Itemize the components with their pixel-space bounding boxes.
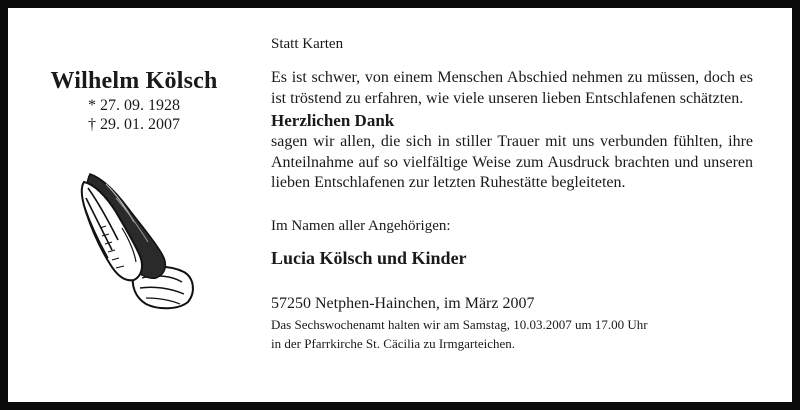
thanks-paragraph: sagen wir allen, die sich in stiller Trauer mit uns verbunden fühlten, ihre Anteilnahme auf so vielfältige Weise zum Ausdruck brachten und unseren lieben Entschlafenen zur letzten Ruhestätte begleiteten. <box>271 133 753 191</box>
birth-date: * 27. 09. 1928 <box>88 97 180 114</box>
notice-text <box>271 34 753 352</box>
intro-paragraph: Es ist schwer, von einem Menschen Abschied nehmen zu müssen, doch es ist tröstend zu erfahren, wie viele unseren lieben Entschlafenen schätzten. <box>271 69 753 107</box>
thanks-heading: Herzlichen Dank <box>271 111 395 130</box>
deceased-name: Wilhelm Kölsch <box>50 68 218 94</box>
signers: Lucia Kölsch und Kinder <box>271 247 467 268</box>
on-behalf-line: Im Namen aller Angehörigen: <box>271 217 451 234</box>
place-date: 57250 Netphen-Hainchen, im März 2007 <box>271 294 535 312</box>
death-date: † 29. 01. 2007 <box>88 116 180 133</box>
praying-hands-icon <box>76 168 200 312</box>
service-line-2: in der Pfarrkirche St. Cäcilia zu Irmgarteichen. <box>271 335 516 351</box>
statt-karten: Statt Karten <box>271 36 344 52</box>
deceased-block <box>16 66 252 134</box>
service-line-1: Das Sechswochenamt halten wir am Samstag, 10.03.2007 um 17.00 Uhr <box>271 316 648 332</box>
